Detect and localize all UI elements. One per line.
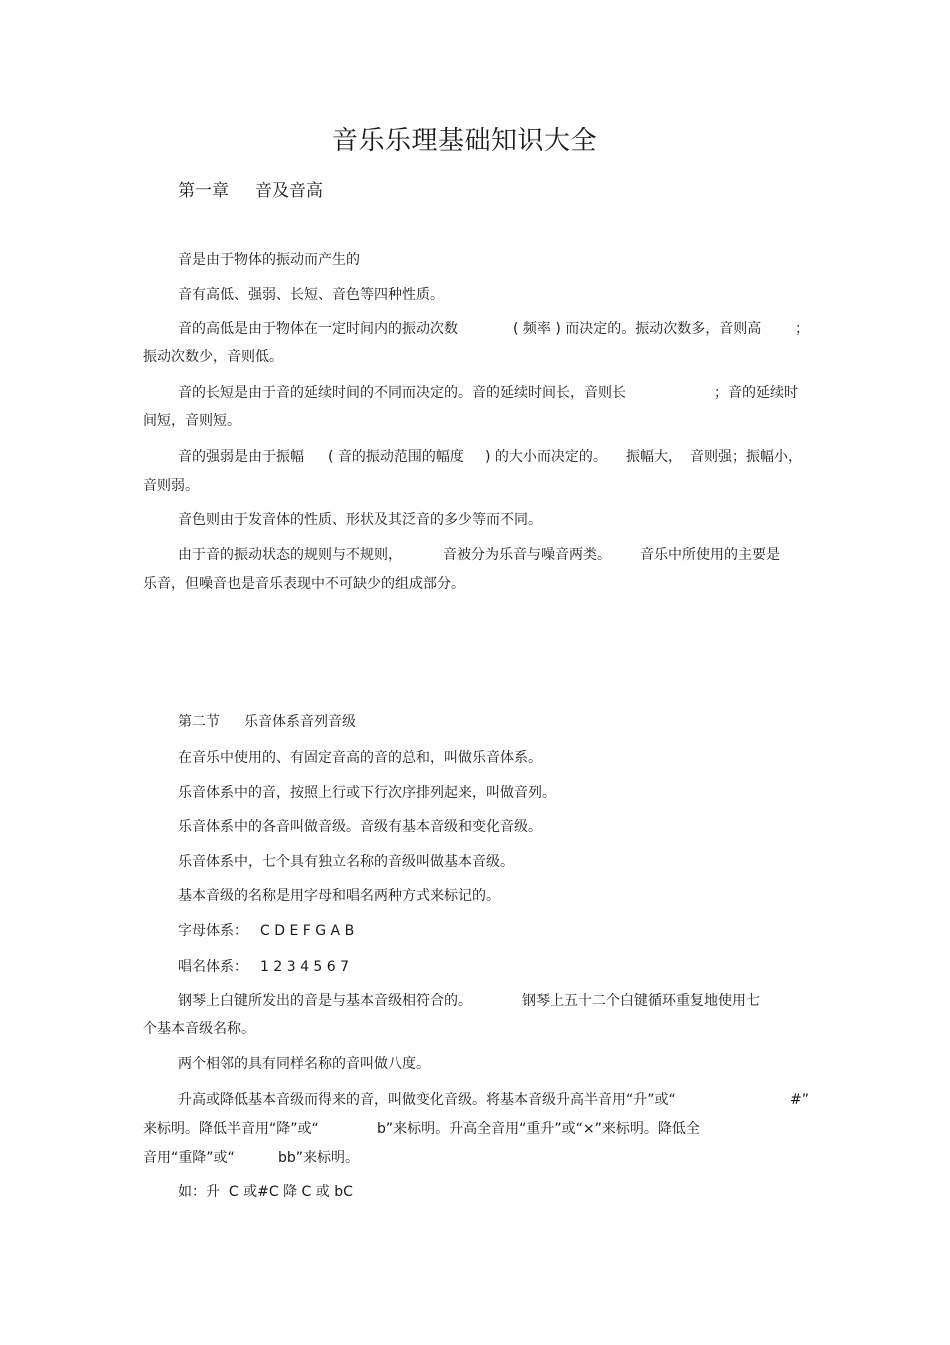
paragraph: 来标明。降低半音用“降”或“ [143,1121,319,1137]
paragraph: 乐音，但噪音也是音乐表现中不可缺少的组成部分。 [143,576,465,592]
paragraph: ) 的大小而决定的。 [485,449,607,465]
solfege-system-label: 唱名体系： [178,959,248,975]
paragraph: ( 音的振动范围的幅度 [328,449,464,465]
section-number: 第二节 [178,714,220,730]
paragraph: ( 频率 ) 而决定的。振动次数多，音则高 [513,321,762,337]
paragraph: 乐音体系中的音，按照上行或下行次序排列起来，叫做音列。 [178,785,556,801]
paragraph: 振幅大， [626,449,682,465]
paragraph: 音则强；振幅小， [690,449,802,465]
page-title: 音乐乐理基础知识大全 [332,126,598,156]
paragraph: 音的强弱是由于振幅 [178,449,304,465]
paragraph: 钢琴上五十二个白键循环重复地使用七 [522,993,760,1009]
paragraph: 音乐中所使用的主要是 [640,547,780,563]
paragraph: 音的长短是由于音的延续时间的不同而决定的。音的延续时间长，音则长 [178,385,626,401]
paragraph: ；音的延续时 [714,385,798,401]
paragraph: 音则弱。 [143,478,199,494]
paragraph: 音用“重降”或“ [143,1150,235,1166]
paragraph: 在音乐中使用的、有固定音高的音的总和，叫做乐音体系。 [178,750,542,766]
paragraph: 音的高低是由于物体在一定时间内的振动次数 [178,321,458,337]
paragraph: 如：升 C 或#C 降 C 或 bC [178,1184,353,1200]
paragraph: 两个相邻的具有同样名称的音叫做八度。 [178,1056,430,1072]
paragraph: 升高或降低基本音级而得来的音，叫做变化音级。将基本音级升高半音用“升”或“ [178,1092,676,1108]
section-title: 乐音体系音列音级 [244,714,356,730]
paragraph: #” [790,1092,809,1108]
chapter-number: 第一章 [178,181,229,201]
paragraph: 音是由于物体的振动而产生的 [178,252,360,268]
paragraph: 个基本音级名称。 [143,1021,255,1037]
letter-system-value: C D E F G A B [260,923,355,939]
paragraph: 振动次数少，音则低。 [143,349,283,365]
paragraph: 音被分为乐音与噪音两类。 [443,547,611,563]
paragraph: 间短，音则短。 [143,413,241,429]
paragraph: 音有高低、强弱、长短、音色等四种性质。 [178,287,444,303]
paragraph: 基本音级的名称是用字母和唱名两种方式来标记的。 [178,888,500,904]
paragraph: 乐音体系中的各音叫做音级。音级有基本音级和变化音级。 [178,819,542,835]
paragraph: b”来标明。升高全音用“重升”或“×”来标明。降低全 [377,1121,700,1137]
chapter-title: 音及音高 [255,181,323,201]
paragraph: 音色则由于发音体的性质、形状及其泛音的多少等而不同。 [178,512,542,528]
paragraph: 钢琴上白键所发出的音是与基本音级相符合的。 [178,993,472,1009]
paragraph: 乐音体系中，七个具有独立名称的音级叫做基本音级。 [178,854,514,870]
paragraph: bb”来标明。 [278,1150,360,1166]
solfege-system-value: 1 2 3 4 5 6 7 [260,959,350,975]
letter-system-label: 字母体系： [178,923,248,939]
paragraph: 由于音的振动状态的规则与不规则， [178,547,402,563]
paragraph: ； [795,321,809,337]
